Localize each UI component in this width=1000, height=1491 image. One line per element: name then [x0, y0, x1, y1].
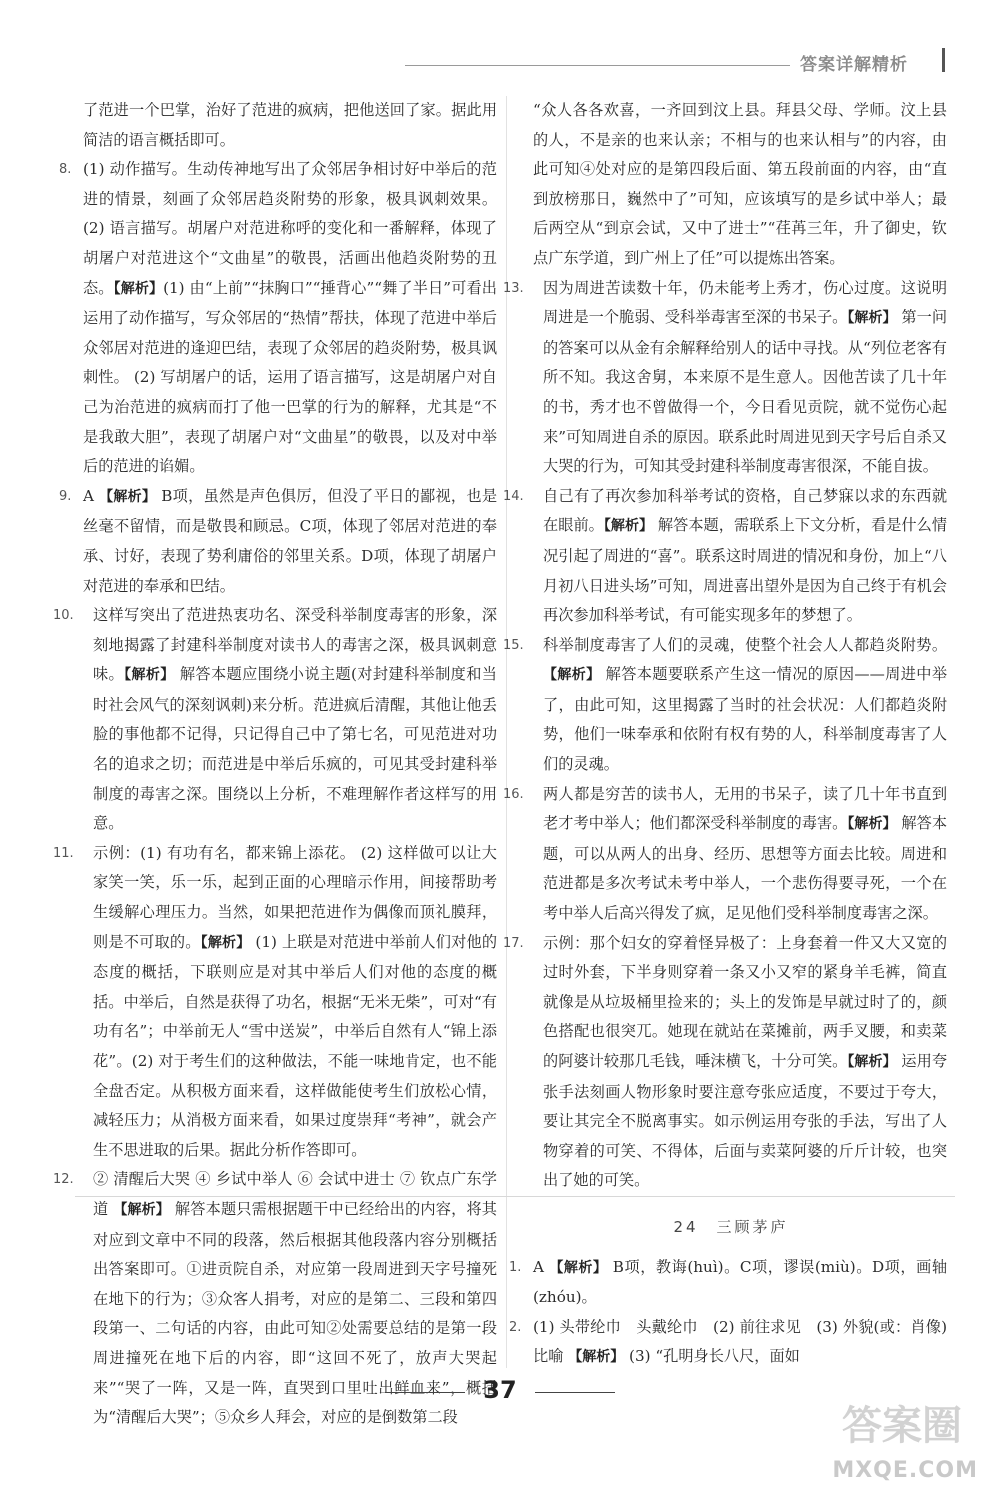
answer-item: [509, 1313, 963, 1373]
item-number: 17.: [503, 935, 524, 951]
item-number: 11.: [53, 845, 74, 861]
answer-text: A: [83, 486, 100, 505]
page-number-rule-right: [535, 1392, 615, 1393]
left-intro: 了范进一个巴掌，治好了范进的疯病，把他送回了家。据此用简洁的语言概括即可。: [83, 101, 497, 149]
analysis-text: (1) 由“上前”“抹胸口”“捶背心”“舞了半日”可看出运用了动作描写，写众邻居的“热情”帮扶，体现了范进中举后众邻居对范进的逢迎巴结，表现了众邻居的趋炎附势，极具讽刺性。 (2) 写胡屠户的话，运用了语言描写，这是胡屠户对自己为治范进的疯病而打了他一巴掌的行为的解释，尤其是“不是我敢大胆”，表现了胡屠户对“文曲星”的敬畏，以及对中举后的范进的谄媚。: [83, 278, 497, 476]
answer-text: 因为周进苦读数十年，仍未能考上秀才，伤心过度。这说明周进是一个脆弱、受科举毒害至深的书呆子。: [543, 278, 947, 327]
item-number: 2.: [509, 1319, 522, 1335]
left-column: [53, 96, 498, 1433]
answer-text: (1) 动作描写。生动传神地写出了众邻居争相讨好中举后的范进的情景，刻画了众邻居趋炎附势的形象，极具讽刺效果。 (2) 语言描写。胡屠户对范进称呼的变化和一番解释，体现了胡屠户对范进这个“文曲星”的敬畏，活画出他趋炎附势的丑态。: [83, 160, 497, 297]
answer-text: A: [533, 1257, 550, 1276]
item-number: 15.: [503, 637, 524, 653]
item-number: 10.: [53, 608, 74, 624]
item-number: 1.: [509, 1259, 522, 1275]
item-number: 8.: [59, 162, 72, 178]
analysis-tag: 【解析】: [603, 518, 654, 535]
analysis-text: 第一问的答案可以从金有余解释给别人的话中寻找。从“列位老客有所不知。我这舍舅，本来原不是生意人。因他苦读了几十年的书，秀才也不曾做得一个，今日看见贡院，就不觉伤心起来”可知周进自杀的原因。联系此时周进见到天字号后自杀又大哭的行为，可知其受封建科举制度毒害很深，不能自拔。: [543, 308, 948, 476]
analysis-tag: 【解析】: [113, 1201, 170, 1218]
answer-text: 这样写突出了范进热衷功名、深受科举制度毒害的形象，深刻地揭露了封建科举制度对读书人的毒害之深，极具讽刺意味。: [93, 606, 497, 684]
section-rule: [75, 1196, 955, 1197]
watermark-text: MXQE.COM: [832, 1458, 978, 1483]
analysis-tag: 【解析】: [847, 1054, 897, 1070]
item-number: 16.: [503, 786, 524, 802]
answer-text: 两人都是穷苦的读书人，无用的书呆子，读了几十年书直到老才考中举人；他们都深受科举制度的毒害。: [543, 784, 947, 833]
analysis-tag: 【解析】: [200, 934, 251, 951]
item-number: 12.: [53, 1172, 74, 1188]
header-rule: [405, 65, 790, 66]
analysis-text: (1) 上联是对范进中举前人们对他的态度的概括，下联则应是对其中举后人们对他的态度的概括。中举后，自然是获得了功名，根据“无米无柴”，可对“有功有名”；中举前无人“雪中送炭”，中举后自然有人“锦上添花”。(2) 对于考生们的这种做法，不能一味地肯定，也不能全盘否定。从积极方面来看，这样做能使考生们放松心情，减轻压力；从消极方面来看，如果过度崇拜“考神”，就会产生不思进取的后果。据此分析作答即可。: [93, 932, 498, 1159]
answer-item: [59, 155, 497, 482]
analysis-text: (3) “孔明身长八尺，面如: [624, 1347, 800, 1366]
answer-text: 示例：那个妇女的穿着怪异极了：上身套着一件又大又宽的过时外套，下半身则穿着一条又小又窄的紧身羊毛裤，简直就像是从垃圾桶里捡来的；头上的发饰是早就过时了的，颜色搭配也很突兀。她现在就站在菜摊前，两手叉腰，和卖菜的阿婆计较那几毛钱，唾沫横飞，十分可笑。: [543, 933, 947, 1070]
right-intro: “众人各各欢喜，一齐回到汶上县。拜县父母、学师。汶上县的人，不是亲的也来认亲；不相与的也来认相与”的内容，由此可知④处对应的是第四段后面、第五段前面的内容，由“直到放榜那日，巍然中了”可知，应该填写的是乡试中举人；最后两空从“到京会试，又中了进士”“荏苒三年，升了御史，钦点广东学道，到广州上了任”可以提炼出答案。: [533, 101, 947, 267]
answer-item: [503, 780, 948, 929]
answer-item: [503, 929, 948, 1196]
analysis-text: 运用夸张手法刻画人物形象时要注意夸张应适度，不要过于夸大，要让其完全不脱离事实。如示例运用夸张的手法，写出了人物穿着的可笑、不得体，后面与卖菜阿婆的斤斤计较，也突出了她的可笑。: [543, 1052, 948, 1190]
header-label: 答案详解精析: [800, 55, 908, 75]
answer-text: 自己有了再次参加科举考试的资格，自己梦寐以求的东西就在眼前。: [543, 486, 947, 535]
answer-item: [509, 1253, 948, 1313]
analysis-tag: 【解析】: [549, 1259, 608, 1276]
page-number: 37: [483, 1376, 517, 1404]
item-number: 14.: [503, 488, 524, 504]
item-number: 13.: [503, 280, 524, 296]
answer-text: ② 清醒后大哭 ④ 乡试中举人 ⑥ 会试中进士 ⑦ 钦点广东学道: [93, 1170, 497, 1218]
analysis-text: B项，教诲(huì)。C项，谬误(miù)。D项，画轴(zhóu)。: [533, 1257, 948, 1307]
answer-text: 示例：(1) 有功有名，都来锦上添花。 (2) 这样做可以让大家笑一笑，乐一乐，起到正面的心理暗示作用，间接帮助考生缓解心理压力。当然，如果把范进作为偶像而顶礼膜拜，则是不可取的。: [93, 843, 497, 951]
answer-item: [53, 839, 498, 1166]
analysis-text: 解答本题要联系产生这一情况的原因——周进中举了，由此可知，这里揭露了当时的社会状况：人们都趋炎附势，他们一味奉承和依附有权有势的人，科举制度毒害了人们的灵魂。: [543, 665, 948, 774]
watermark-logo: 答案圈: [842, 1403, 962, 1449]
analysis-text: B项，虽然是声色俱厉，但没了平日的鄙视，也是丝毫不留情，而是敬畏和顾忌。C项，体现了邻居对范进的奉承、讨好，表现了势利庸俗的邻里关系。D项，体现了胡屠户对范进的奉承和巴结。: [83, 486, 498, 595]
analysis-tag: 【解析】: [847, 816, 897, 833]
analysis-tag: 【解析】: [99, 488, 157, 505]
answer-item: [503, 274, 948, 482]
analysis-text: 解答本题，可以从两人的出身、经历、思想等方面去比较。周进和范进都是多次考试未考中举人，一个悲伤得要寻死，一个在考中举人后高兴得发了疯，足见他们受科举制度毒害之深。: [543, 814, 948, 923]
analysis-tag: 【解析】: [124, 667, 175, 684]
analysis-tag: 【解析】: [847, 310, 897, 327]
answer-item: [503, 482, 948, 631]
answer-text: 科举制度毒害了人们的灵魂，使整个社会人人都趋炎附势。: [543, 635, 947, 654]
analysis-tag: 【解析】: [113, 280, 164, 297]
answer-text: (1) 头带纶巾 头戴纶巾 (2) 前往求见 (3) 外貌(或：肖像) 比喻: [533, 1317, 963, 1366]
answer-item: [59, 482, 498, 601]
analysis-text: 解答本题应围绕小说主题(对封建科举制度和当时社会风气的深刻讽刺)来分析。范进疯后清醒，其他让他丢脸的事他都不记得，只记得自己中了第七名，可见范进对功名的追求之切；而范进是中举后乐疯的，可见其受封建科举制度的毒害之深。围绕以上分析，不难理解作者这样写的用意。: [93, 665, 497, 833]
analysis-text: 解答本题，需联系上下文分析，看是什么情况引起了周进的“喜”。联系这时周进的情况和身份，加上“八月初八日进头场”可知，周进喜出望外是因为自己终于有机会再次参加科举考试，有可能实现多年的梦想了。: [543, 516, 948, 625]
right-column: [503, 96, 963, 1373]
analysis-tag: 【解析】: [568, 1349, 625, 1366]
answer-item: [53, 601, 497, 839]
item-number: 9.: [59, 488, 72, 504]
analysis-tag: 【解析】: [543, 667, 601, 684]
analysis-text: 解答本题只需根据题干中已经给出的内容，将其对应到文章中不同的段落，然后根据其他段落内容分别概括出答案即可。①进贡院自杀，对应第一段周进到天字号撞死在地下的行为；③众客人捐考，对应的是第二、三段和第四段第一、二句话的内容，由此可知②处需要总结的是第一段周进撞死在地下后的内容，即“这回不死了，放声大哭起来”“哭了一阵，又是一阵，直哭到口里吐出鲜血来”，概括为“清醒后大哭”；⑤众乡人拜会，对应的是倒数第二段: [93, 1199, 497, 1427]
answer-item: [503, 631, 948, 780]
section-title: 24 三顾茅庐: [673, 1217, 789, 1236]
header-bar: [942, 48, 945, 72]
